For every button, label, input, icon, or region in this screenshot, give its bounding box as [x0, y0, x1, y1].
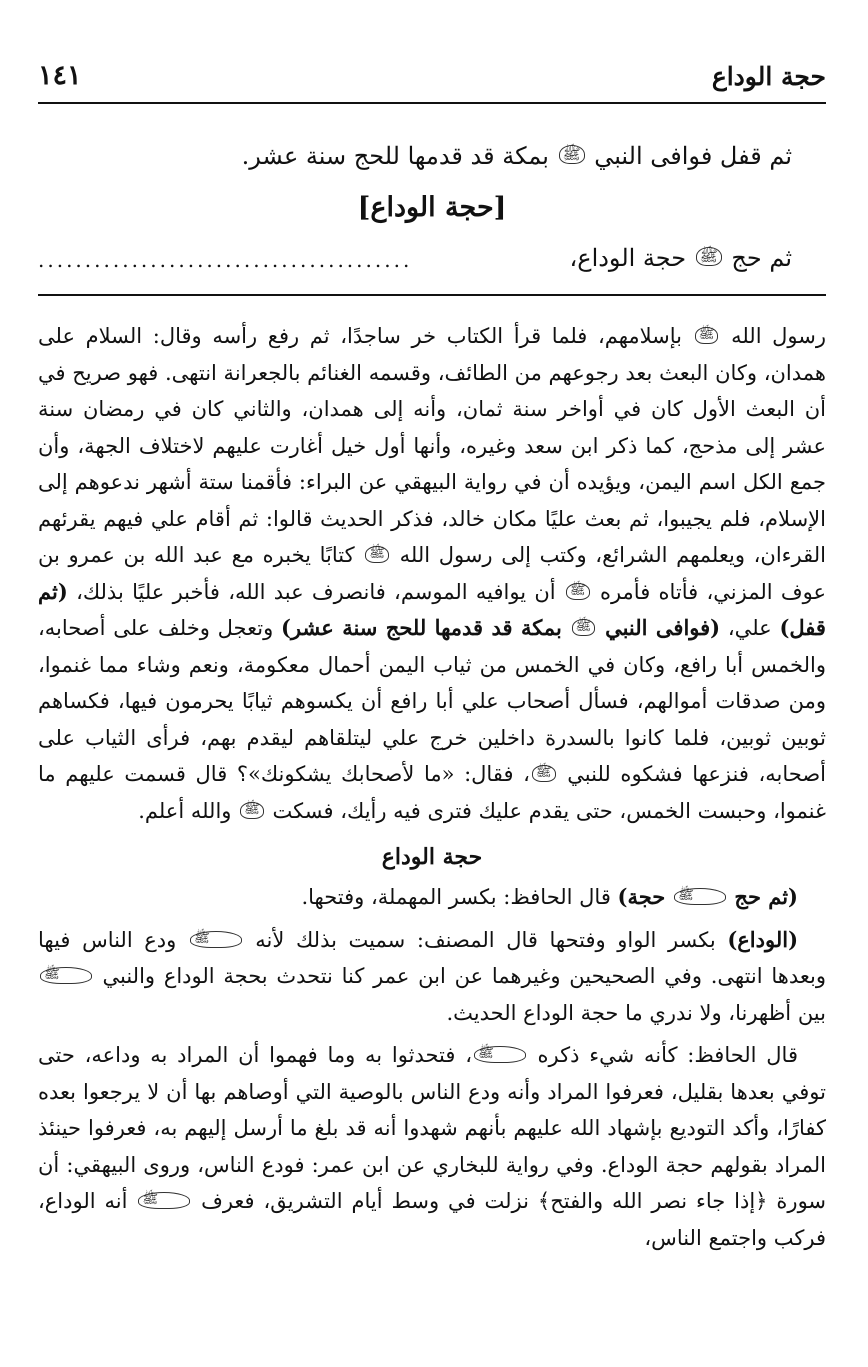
commentary-paragraph	[38, 922, 826, 1032]
matn-line	[570, 240, 793, 276]
text-run: وتعجل وخلف على أصحابه، والخمس أبا رافع، وكان في الخمس من ثياب اليمن أحمال معكومة، ونعم وشاء مما غنموا، ومن صدقات أموالهم، فسأل أصحاب علي أبا رافع أن يكسوهم ثيابًا يحرمون فيها، فكساهم ثوبين ثوبين، فلما كانوا بالسدرة داخلين خرج علي ليتلقاهم ليقدم بهم، فرأى الثياب على أصحابه، فنزعها فشكوه للنبي	[38, 616, 826, 786]
matn-block	[38, 132, 826, 296]
text-run: بكسر الواو وفتحها قال المصنف: سميت بذلك لأنه	[255, 927, 716, 952]
text-run: رسول الله	[731, 324, 827, 348]
section-title: حجة الوداع	[381, 844, 483, 870]
matn-quote: (الوداع)	[727, 926, 799, 952]
salawat-glyph: ﷺ	[240, 802, 264, 819]
commentary	[38, 318, 826, 1338]
matn-text: ثم حج	[731, 244, 792, 272]
running-title: حجة الوداع	[711, 62, 826, 91]
matn-line	[242, 138, 792, 174]
salawat-glyph: ﷺ	[365, 546, 389, 563]
matn-quote: (ثم قفل)	[38, 578, 826, 640]
page-number: ١٤١	[38, 60, 82, 91]
text-run: قال الحافظ: بكسر المهملة، وفتحها.	[301, 885, 611, 909]
text-run: أنه الوداع، فركب واجتمع الناس،	[38, 1189, 826, 1250]
salawat-glyph: ﷺ	[559, 145, 585, 164]
text-run: بين أظهرنا، ولا ندري ما حجة الوداع الحديث.	[446, 1000, 826, 1025]
text-run: قال الحافظ: كأنه شيء ذكره	[537, 1043, 798, 1067]
commentary-paragraph	[38, 879, 826, 916]
salawat-glyph: ﷺ	[532, 765, 556, 782]
text-run: ، فقال: «ما لأصحابك يشكونك»؟ قال قسمت عليهم ما غنموا، وحبست الخمس، حتى يقدم عليك فترى فيه رأيك، فسكت	[38, 762, 826, 823]
commentary-paragraph	[38, 1037, 826, 1256]
commentary-paragraph	[38, 318, 826, 829]
matn-text: ثم قفل فوافى النبي	[594, 142, 792, 170]
matn-quote: (فوافى النبي	[605, 615, 721, 640]
salawat-glyph: ﷺ	[190, 931, 242, 948]
salawat-glyph: ﷺ	[696, 247, 722, 266]
dotted-leader: ........................................	[38, 248, 413, 272]
text-run: ، فتحدثوا به وما فهموا أن المراد به وداعه، حتى توفي بعدها بقليل، فعرفوا المراد وأنه ودع الناس بالوصية التي أوصاهم بها أن لا يرجعوا بعده كفارًا، وأكد التوديع بإشهاد الله عليهم بأنهم شهدوا أنه قد بلغ ما أرسل إليهم به، فعرفوا حينئذ المراد بقولهم حجة الوداع. وفي رواية للبخاري عن ابن عمر: فودع الناس، وروى البيهقي: أن سورة	[38, 1043, 827, 1213]
salawat-glyph: ﷺ	[572, 619, 596, 636]
matn-quote: بمكة قد قدمها للحج سنة عشر)	[281, 615, 562, 640]
text-run: والله أعلم.	[138, 798, 232, 823]
matn-heading: [حجة الوداع]	[357, 192, 507, 223]
text-run: ودع الناس فيها وبعدها انتهى. وفي الصحيحين وغيرهما عن ابن عمر كنا نتحدث بحجة الوداع والنبي	[38, 927, 826, 988]
text-run: بإسلامهم، فلما قرأ الكتاب خر ساجدًا، ثم رفع رأسه وقال: السلام على همدان، وكان البعث بعد رجوعهم من الطائف، وقسمه الغنائم بالجعرانة انتهى. فهو صريح في أن البعث الأول كان في أواخر سنة ثمان، وأنه إلى همدان، والثاني كان في رمضان سنة عشر إلى مذحج، كما ذكر ابن سعد وغيره، وأنها أول خيل أغارت عليهم لاختلاف الجهة، وأن جمع الكل اسم اليمن، ويؤيده أن في رواية البيهقي عن البراء: فأقمنا ستة أشهر ندعوهم إلى الإسلام، فلم يجيبوا، ثم بعث عليًا مكان خالد، فذكر الحديث قالوا: ثم أقام علي فيهم يقرئهم القرءان، ويعلمهم الشرائع، وكتب إلى رسول الله	[38, 324, 826, 567]
matn-quote: حجة)	[617, 884, 666, 909]
text-run: كتابًا يخبره مع عبد الله بن عمرو بن عوف المزني، فأتاه فأمره	[38, 543, 827, 604]
salawat-glyph: ﷺ	[40, 967, 92, 984]
matn-text: حجة الوداع،	[569, 244, 687, 272]
salawat-glyph: ﷺ	[674, 888, 726, 905]
salawat-glyph: ﷺ	[138, 1192, 190, 1209]
running-header	[38, 58, 826, 104]
salawat-glyph: ﷺ	[566, 583, 590, 600]
quran-quote: ﴿إذا جاء نصر الله والفتح﴾	[537, 1189, 768, 1213]
matn-quote: (ثم حج	[734, 884, 798, 909]
text-run: نزلت في وسط أيام التشريق، فعرف	[201, 1189, 529, 1213]
text-run: علي،	[727, 616, 772, 640]
matn-text: بمكة قد قدمها للحج سنة عشر.	[241, 142, 549, 170]
text-run: أن يوافيه الموسم، فانصرف عبد الله، فأخبر عليًا بذلك،	[76, 579, 556, 604]
salawat-glyph: ﷺ	[695, 327, 719, 344]
salawat-glyph: ﷺ	[474, 1046, 526, 1063]
